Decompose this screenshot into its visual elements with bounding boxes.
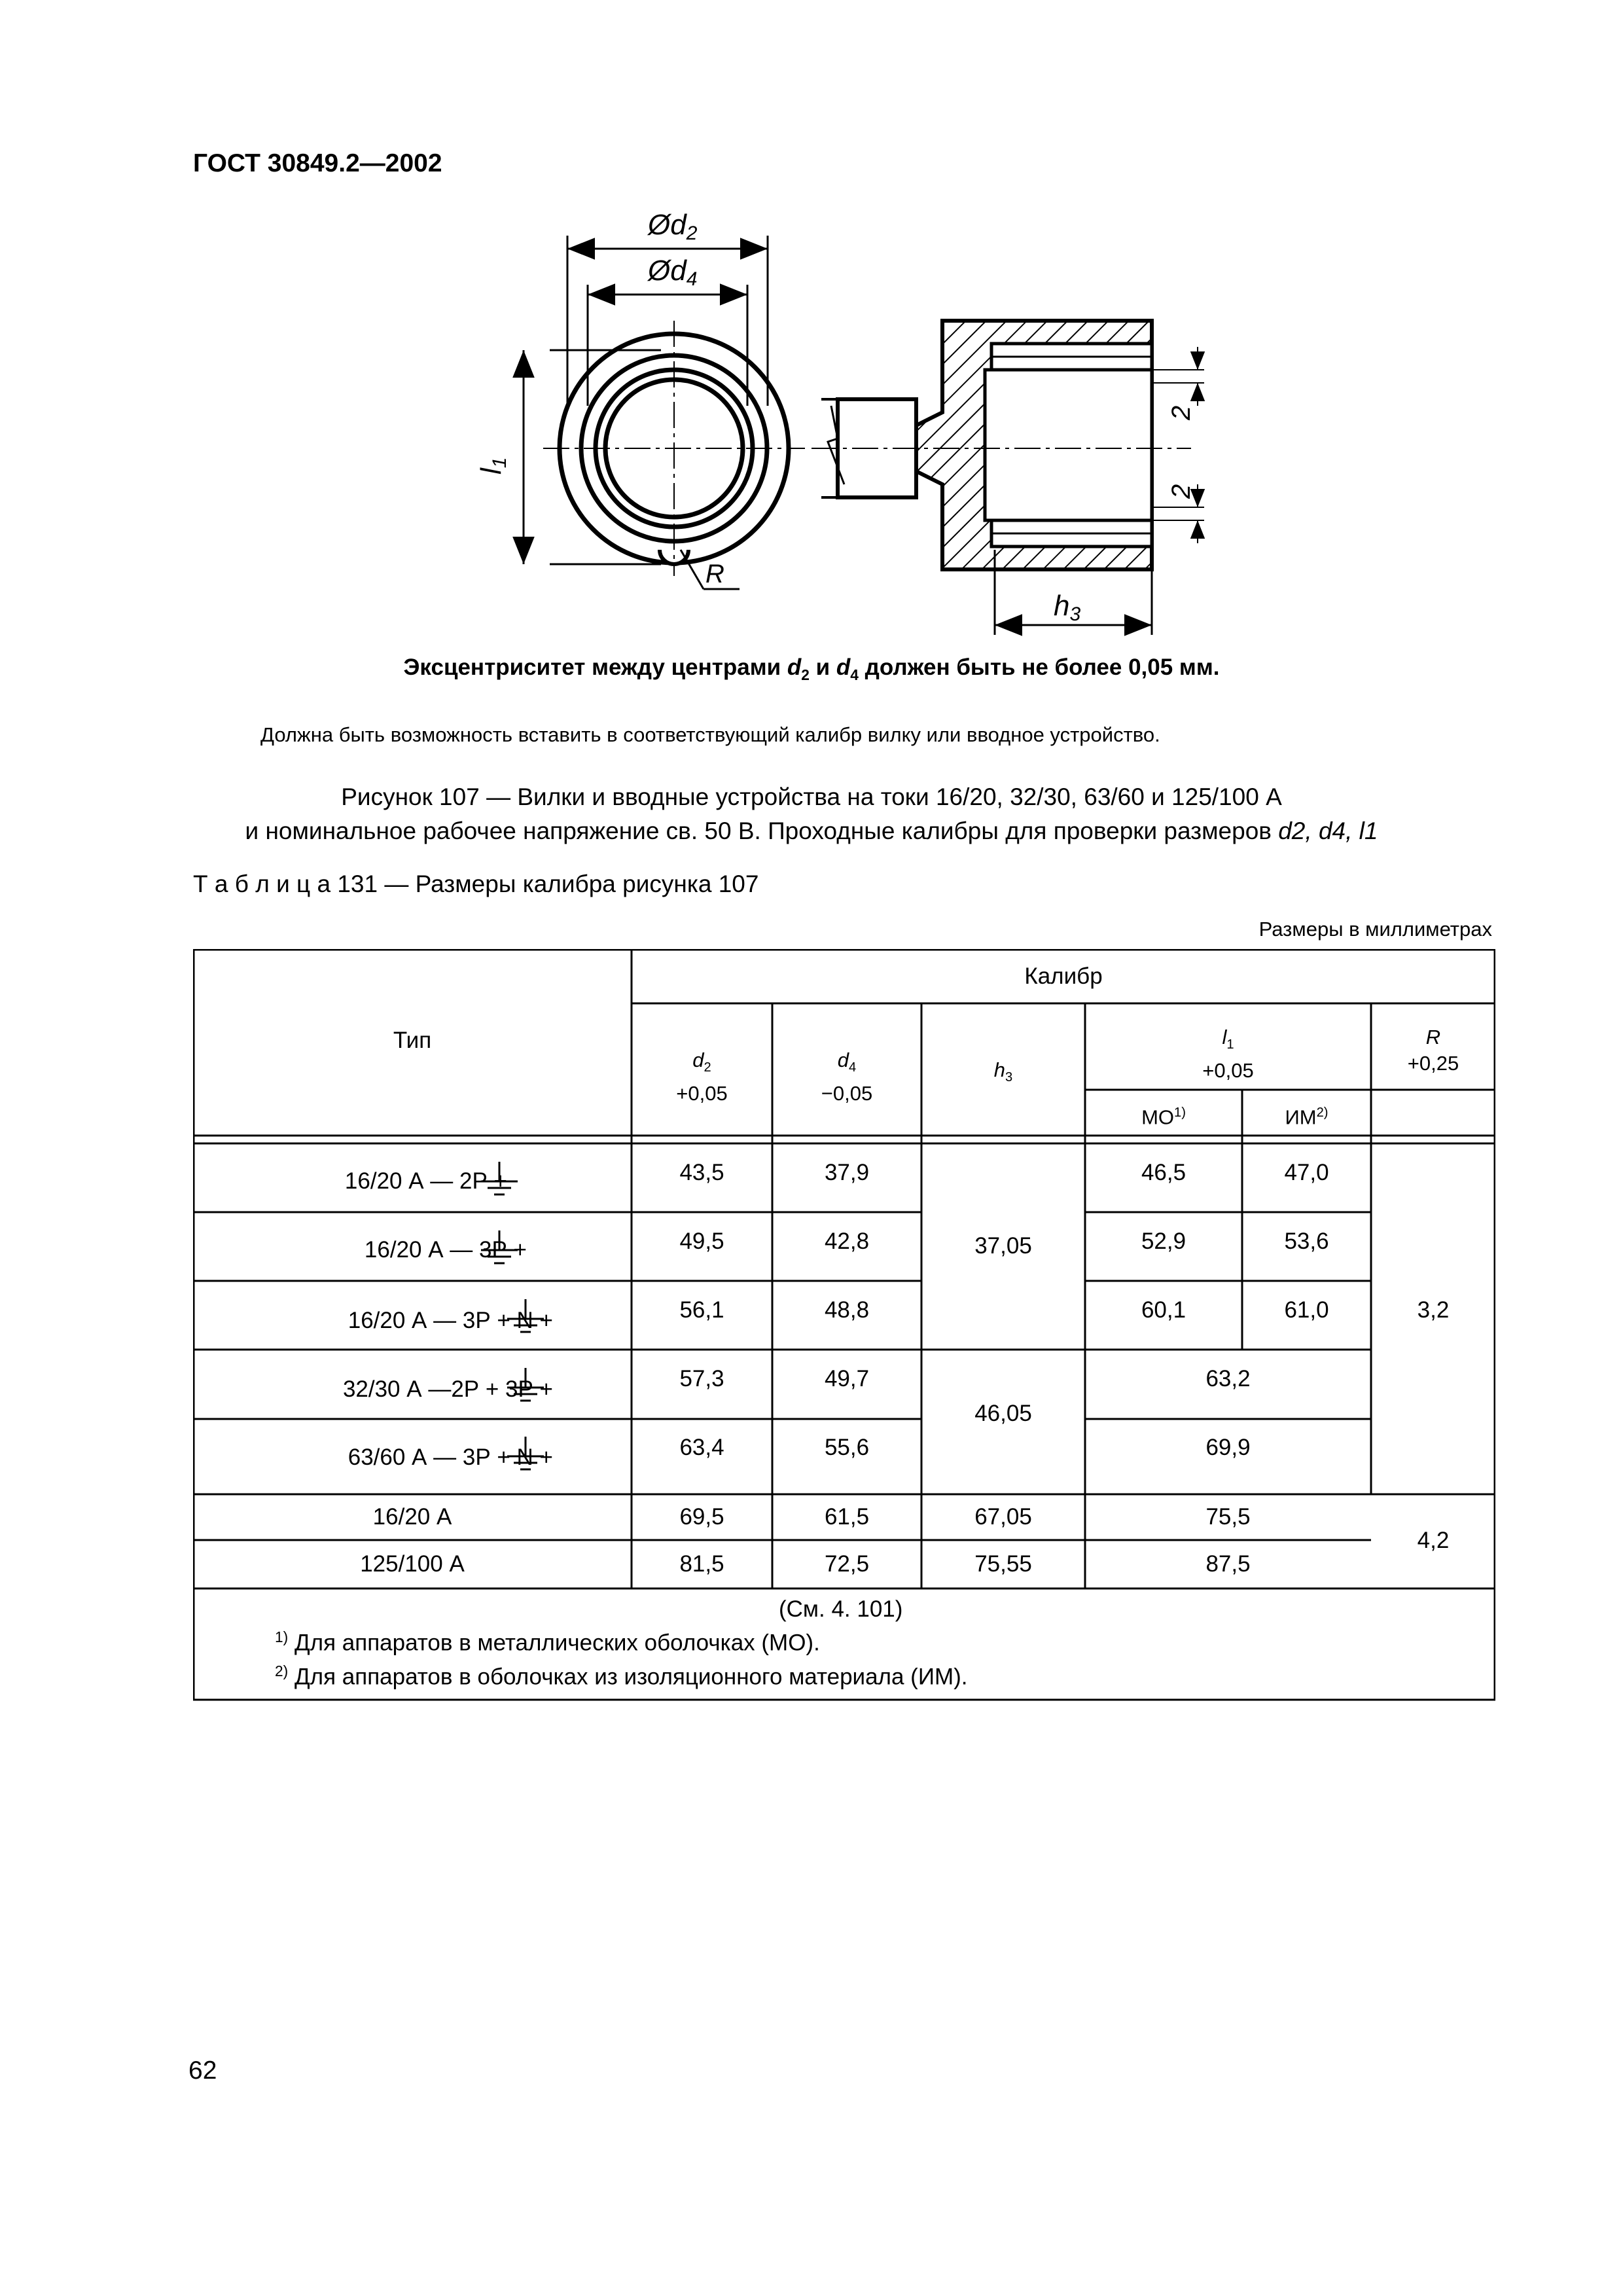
cell-h3: 75,55 — [974, 1551, 1032, 1577]
row-type: 63/60 А — 3Р + N + — [348, 1444, 553, 1470]
insertion-note: Должна быть возможность вставить в соответствующий калибр вилку или вводное устройство. — [260, 723, 1160, 746]
header-d2: $d_2$ +0,05 — [676, 1049, 728, 1105]
label-d4: Ød4 — [648, 255, 698, 290]
footnote-see: (См. 4. 101) — [779, 1596, 903, 1622]
cell-im: 47,0 — [1284, 1160, 1329, 1185]
figure-caption: Рисунок 107 — Вилки и вводные устройства на токи 16/20, 32/30, 63/60 и 125/100 А и номинальное рабочее напряжение св. 50 В. Проходные калибры для проверки размеров d2, d4, l1 — [245, 783, 1378, 844]
row-type: 16/20 А — 3Р + N + — [348, 1308, 553, 1333]
eccentricity-note: Эксцентриситет между центрами $d_2$ и $d_4$ должен быть не более 0,05 мм. — [403, 655, 1220, 683]
header-l1: $l_1$ +0,05 — [1202, 1026, 1254, 1083]
cell-mo: 52,9 — [1141, 1229, 1186, 1254]
cell-R: 3,2 — [1417, 1297, 1450, 1323]
footnote-1: $^{1)}$ Для аппаратов в металлических оболочках (МО). — [275, 1628, 820, 1656]
cell-d2: 49,5 — [679, 1229, 724, 1254]
cell-d4: 48,8 — [824, 1297, 870, 1323]
cell-im: 53,6 — [1284, 1229, 1329, 1254]
label-dim-top: 2 — [1167, 405, 1196, 420]
row-type: 32/30 А —2Р + 3Р + — [342, 1376, 553, 1402]
header-h3: $h_3$ — [993, 1058, 1013, 1085]
footnote-2: $^{2)}$ Для аппаратов в оболочках из изоляционного материала (ИМ). — [275, 1662, 968, 1690]
cell-l1: 63,2 — [1205, 1366, 1251, 1391]
cell-d2: 63,4 — [679, 1435, 724, 1460]
cell-d2: 81,5 — [679, 1551, 724, 1577]
row-type: 16/20 А — 2Р + — [344, 1168, 507, 1194]
cell-d4: 37,9 — [824, 1160, 870, 1185]
table-footnotes — [275, 1596, 968, 1691]
cell-h3: 37,05 — [974, 1233, 1032, 1259]
cell-d2: 56,1 — [679, 1297, 724, 1323]
label-R: R — [705, 560, 724, 588]
cell-l1: 75,5 — [1205, 1504, 1251, 1530]
cell-d2: 57,3 — [679, 1366, 724, 1391]
row-type: 16/20 А — 3Р + — [364, 1237, 527, 1263]
header-d4: $d_4$ −0,05 — [821, 1049, 873, 1105]
header-im: ИМ$^{2)}$ — [1285, 1105, 1329, 1129]
cell-d2: 69,5 — [679, 1504, 724, 1530]
cell-d2: 43,5 — [679, 1160, 724, 1185]
label-h3: h3 — [1054, 590, 1081, 625]
cell-mo: 46,5 — [1141, 1160, 1186, 1185]
cell-h3: 46,05 — [974, 1401, 1032, 1426]
table-caption: Т а б л и ц а 131 — Размеры калибра рисунка 107 — [193, 870, 759, 897]
cell-d4: 49,7 — [824, 1366, 870, 1391]
front-view — [524, 236, 805, 589]
document-header: ГОСТ 30849.2—2002 — [193, 149, 442, 177]
cell-d4: 55,6 — [824, 1435, 870, 1460]
page-number: 62 — [188, 2056, 217, 2085]
header-R: R +0,25 — [1407, 1026, 1459, 1075]
cell-im: 61,0 — [1284, 1297, 1329, 1323]
cell-R: 4,2 — [1417, 1528, 1450, 1553]
label-dim-bottom: 2 — [1167, 484, 1196, 499]
header-type: Тип — [393, 1028, 432, 1053]
header-gauge: Калибр — [1024, 963, 1103, 989]
cell-l1: 69,9 — [1205, 1435, 1251, 1460]
cell-h3: 67,05 — [974, 1504, 1032, 1530]
header-mo: МО$^{1)}$ — [1141, 1105, 1186, 1129]
row-type: 16/20 А — [372, 1504, 452, 1530]
section-view — [812, 321, 1204, 635]
label-l1: l1 — [475, 457, 510, 475]
dimensions-table — [193, 949, 1495, 1702]
label-d2: Ød2 — [648, 209, 698, 244]
row-type: 125/100 А — [360, 1551, 465, 1577]
cell-l1: 87,5 — [1205, 1551, 1251, 1577]
units-note: Размеры в миллиметрах — [1258, 918, 1492, 941]
gauge-drawing — [445, 209, 1243, 655]
cell-d4: 61,5 — [824, 1504, 870, 1530]
cell-d4: 72,5 — [824, 1551, 870, 1577]
cell-d4: 42,8 — [824, 1229, 870, 1254]
cell-mo: 60,1 — [1141, 1297, 1186, 1323]
